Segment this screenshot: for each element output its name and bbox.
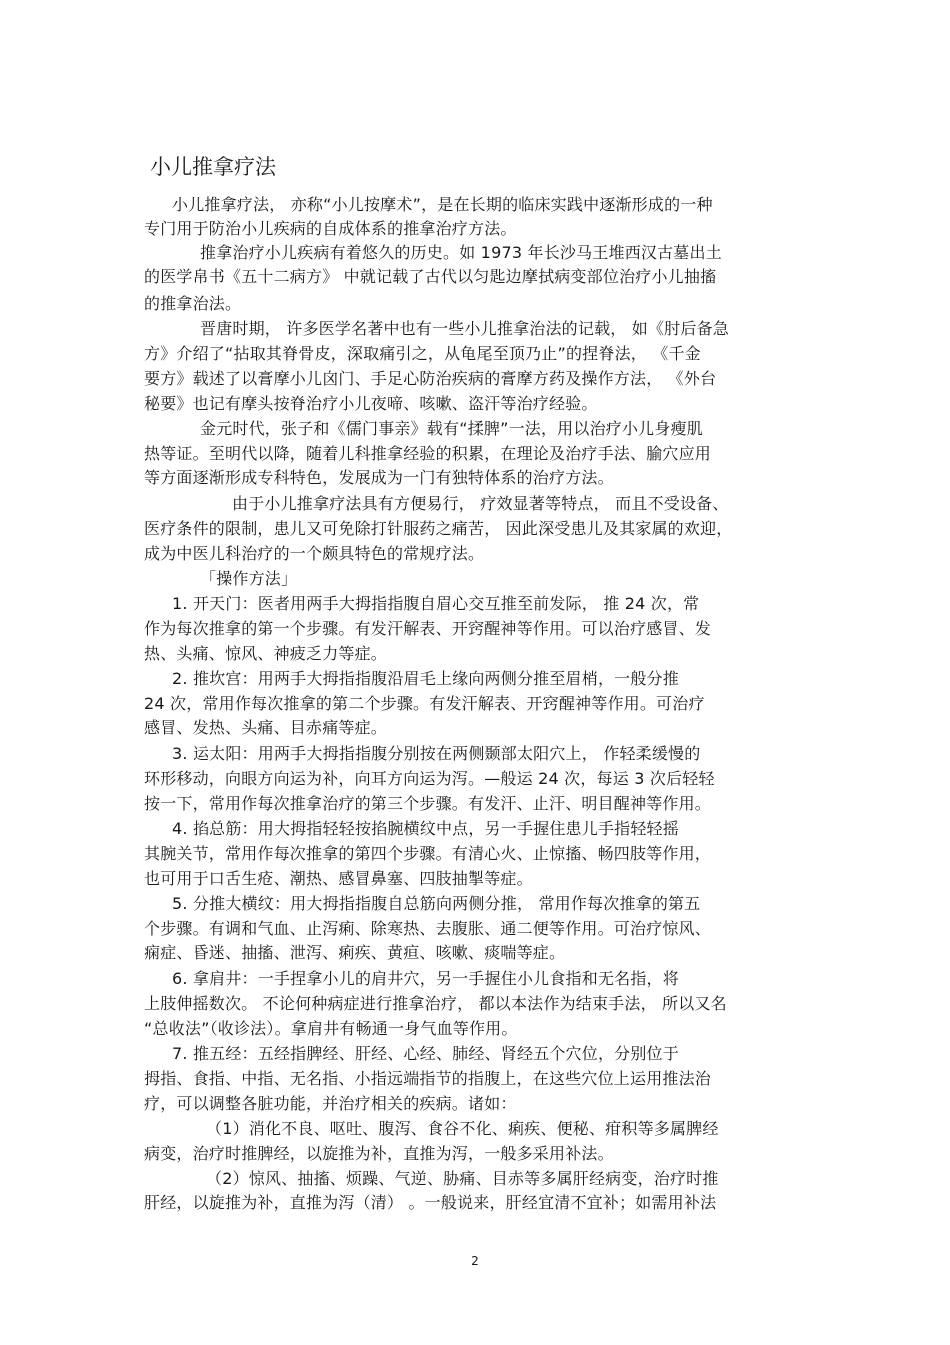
text-line: 病变，治疗时推脾经，以旋推为补，直推为泻，一般多采用补法。: [144, 1144, 614, 1163]
text-line: 热等证。至明代以降，随着儿科推拿经验的积累，在理论及治疗手法、腧穴应用: [144, 444, 712, 463]
text-line: （1）消化不良、呕吐、腹泻、食谷不化、痢疾、便秘、疳积等多属脾经: [206, 1119, 719, 1138]
text-line: 热、头痛、惊风、神疲乏力等症。: [144, 644, 388, 663]
text-line: 医疗条件的限制，患儿又可免除打针服药之痛苦， 因此深受患儿及其家属的欢迎，: [144, 519, 733, 538]
text-line: 要方》载述了以膏摩小儿囟门、手足心防治疾病的膏摩方药及操作方法， 《外台: [144, 369, 717, 388]
text-line: （2）惊风、抽搐、烦躁、气逆、胁痛、目赤等多属肝经病变，治疗时推: [206, 1169, 719, 1188]
text-line: 5. 分推大横纹：用大拇指指腹自总筋向两侧分推， 常用作每次推拿的第五: [172, 894, 701, 913]
text-line: 金元时代，张子和《儒门事亲》载有“揉脾”一法，用以治疗小儿身瘦肌: [200, 419, 703, 438]
text-line: 方》介绍了“拈取其脊骨皮，深取痛引之，从龟尾至顶乃止”的捏脊法， 《千金: [144, 344, 701, 363]
text-line: 3. 运太阳：用两手大拇指指腹分别按在两侧颞部太阳穴上， 作轻柔缓慢的: [172, 744, 701, 763]
text-line: 疗，可以调整各脏功能，并治疗相关的疾病。诸如：: [144, 1094, 517, 1113]
text-line: 2. 推坎宫：用两手大拇指指腹沿眉毛上缘向两侧分推至眉梢，一般分推: [172, 669, 679, 688]
text-line: 秘要》也记有摩头按脊治疗小儿夜啼、咳嗽、盗汗等治疗经验。: [144, 394, 598, 413]
text-line: 感冒、发热、头痛、目赤痛等症。: [144, 718, 388, 737]
text-line: 由于小儿推拿疗法具有方便易行， 疗效显著等特点， 而且不受设备、: [232, 494, 729, 513]
text-line: 1. 开天门：医者用两手大拇指指腹自眉心交互推至前发际， 推 24 次，常: [172, 594, 700, 613]
text-line: 肝经，以旋推为补，直推为泻（清） 。一般说来，肝经宜清不宜补；如需用补法: [144, 1193, 717, 1212]
text-line: 的医学帛书《五十二病方》 中就记载了古代以匀匙边摩拭病变部位治疗小儿抽搐: [144, 267, 717, 286]
text-line: 6. 拿肩井：一手捏拿小儿的肩井穴，另一手握住小儿食指和无名指，将: [172, 969, 679, 988]
text-line: 7. 推五经：五经指脾经、肝经、心经、肺经、肾经五个穴位，分别位于: [172, 1044, 679, 1063]
text-line: 24 次，常用作每次推拿的第二个步骤。有发汗解表、开窍醒神等作用。可治疗: [144, 694, 705, 713]
section-heading: 「操作方法」: [200, 569, 298, 588]
page-number: 2: [471, 1254, 479, 1268]
text-line: 按一下，常用作每次推拿治疗的第三个步骤。有发汗、止汗、明目醒神等作用。: [144, 794, 712, 813]
text-line: 个步骤。有调和气血、止泻痢、除寒热、去腹胀、通二便等作用。可治疗惊风、: [144, 919, 712, 938]
text-line: 4. 掐总筋：用大拇指轻轻按掐腕横纹中点，另一手握住患儿手指轻轻摇: [172, 819, 679, 838]
text-line: “总收法”（收诊法）。拿肩井有畅通一身气血等作用。: [144, 1019, 518, 1038]
text-line: 小儿推拿疗法， 亦称“小儿按摩术”，是在长期的临床实践中逐渐形成的一种: [172, 195, 713, 214]
text-line: 环形移动，向眼方向运为补，向耳方向运为泻。—般运 24 次，每运 3 次后轻轻: [144, 769, 715, 788]
text-line: 专门用于防治小儿疾病的自成体系的推拿治疗方法。: [144, 219, 517, 238]
text-line: 晋唐时期， 许多医学名著中也有一些小儿推拿治法的记载， 如《肘后备急: [200, 319, 729, 338]
text-line: 成为中医儿科治疗的一个颇具特色的常规疗法。: [144, 544, 485, 563]
text-line: 拇指、食指、中指、无名指、小指远端指节的指腹上，在这些穴位上运用推法治: [144, 1069, 712, 1088]
text-line: 痫症、昏迷、抽搐、泄泻、痢疾、黄疸、咳嗽、痰喘等症。: [144, 943, 566, 962]
text-line: 其腕关节，常用作每次推拿的第四个步骤。有清心火、止惊搐、畅四肢等作用，: [144, 844, 712, 863]
text-line: 也可用于口舌生疮、潮热、感冒鼻塞、四肢抽掣等症。: [144, 869, 533, 888]
text-line: 上肢伸摇数次。 不论何种病症进行推拿治疗， 都以本法作为结束手法， 所以又名: [144, 994, 727, 1013]
text-line: 的推拿治法。: [144, 294, 242, 313]
text-line: 推拿治疗小儿疾病有着悠久的历史。如 1973 年长沙马王堆西汉古墓出土: [200, 243, 722, 262]
document-title: 小儿推拿疗法: [150, 155, 276, 179]
text-line: 等方面逐渐形成专科特色，发展成为一门有独特体系的治疗方法。: [144, 468, 614, 487]
text-line: 作为每次推拿的第一个步骤。有发汗解表、开窍醒神等作用。可以治疗感冒、发: [144, 619, 712, 638]
